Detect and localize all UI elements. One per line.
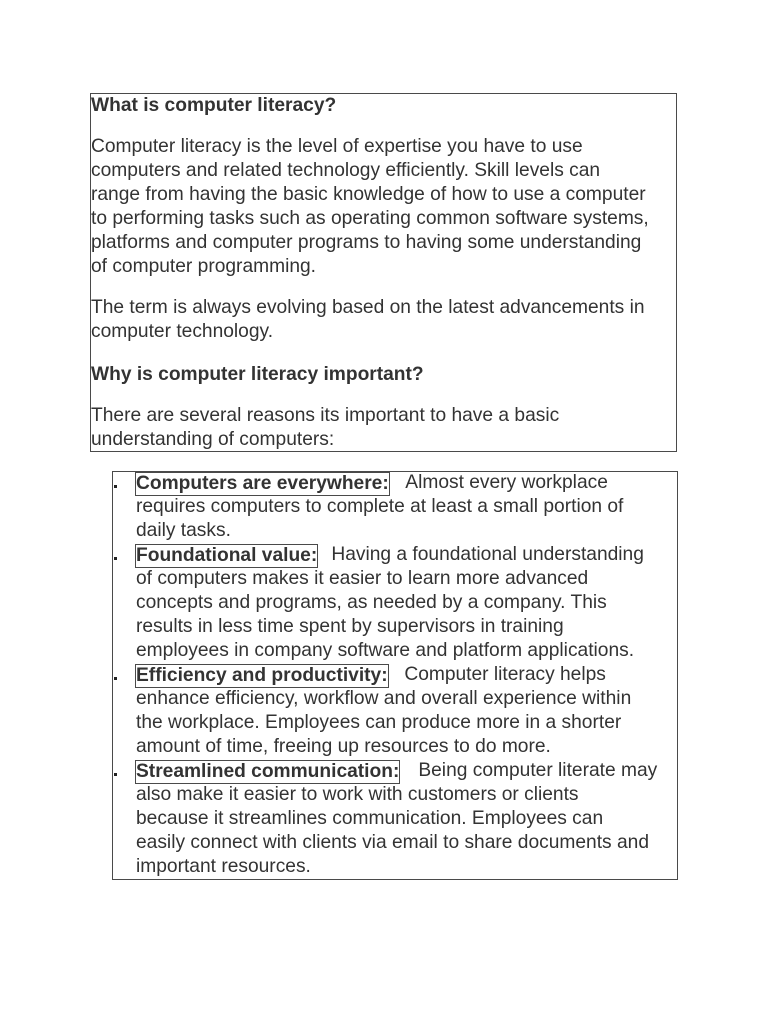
paragraph-line: platforms and computer programs to having some understanding	[91, 232, 642, 253]
bullet-line: easily connect with clients via email to share documents and	[136, 832, 649, 853]
bullet-line: important resources.	[136, 856, 311, 877]
bullet-icon	[114, 485, 117, 488]
bullet-line: amount of time, freeing up resources to do more.	[136, 736, 551, 757]
bullet-line: of computers makes it easier to learn more advanced	[136, 568, 589, 589]
bullet-text: Computer literacy helps	[399, 664, 606, 685]
bullet-lead-label: Foundational value:	[136, 545, 318, 566]
bullet-icon	[114, 773, 117, 776]
bullet-line: enhance efficiency, workflow and overall experience within	[136, 688, 632, 709]
bullet-line: daily tasks.	[136, 520, 231, 541]
bullet-icon	[114, 557, 117, 560]
bullet-lead-label: Efficiency and productivity:	[136, 665, 388, 686]
bullet-lead-label: Computers are everywhere:	[136, 473, 389, 494]
heading-why-important: Why is computer literacy important?	[91, 364, 424, 385]
bullet-line: the workplace. Employees can produce more in a shorter	[136, 712, 622, 733]
paragraph-line: The term is always evolving based on the latest advancements in	[91, 297, 645, 318]
paragraph-line: understanding of computers:	[91, 429, 335, 450]
paragraph-line: to performing tasks such as operating common software systems,	[91, 208, 649, 229]
bullet-icon	[114, 677, 117, 680]
bullet-line: because it streamlines communication. Employees can	[136, 808, 604, 829]
bullet-line: results in less time spent by supervisors in training	[136, 616, 564, 637]
paragraph-line: There are several reasons its important to have a basic	[91, 405, 560, 426]
bullet-lead-label: Streamlined communication:	[136, 761, 400, 782]
paragraph-line: of computer programming.	[91, 256, 317, 277]
paragraph-line: range from having the basic knowledge of how to use a computer	[91, 184, 646, 205]
paragraph-line: computers and related technology efficiently. Skill levels can	[91, 160, 601, 181]
bullet-line: also make it easier to work with customers or clients	[136, 784, 579, 805]
bullet-line: employees in company software and platform applications.	[136, 640, 635, 661]
bullet-text: Almost every workplace	[401, 472, 608, 493]
bullet-text: Having a foundational understanding	[326, 544, 644, 565]
bullet-line: concepts and programs, as needed by a company. This	[136, 592, 607, 613]
paragraph-line: computer technology.	[91, 321, 274, 342]
bullet-line: requires computers to complete at least a small portion of	[136, 496, 624, 517]
bullet-text: Being computer literate may	[413, 760, 658, 781]
paragraph-line: Computer literacy is the level of expertise you have to use	[91, 136, 583, 157]
heading-what-is-computer-literacy: What is computer literacy?	[91, 95, 337, 116]
